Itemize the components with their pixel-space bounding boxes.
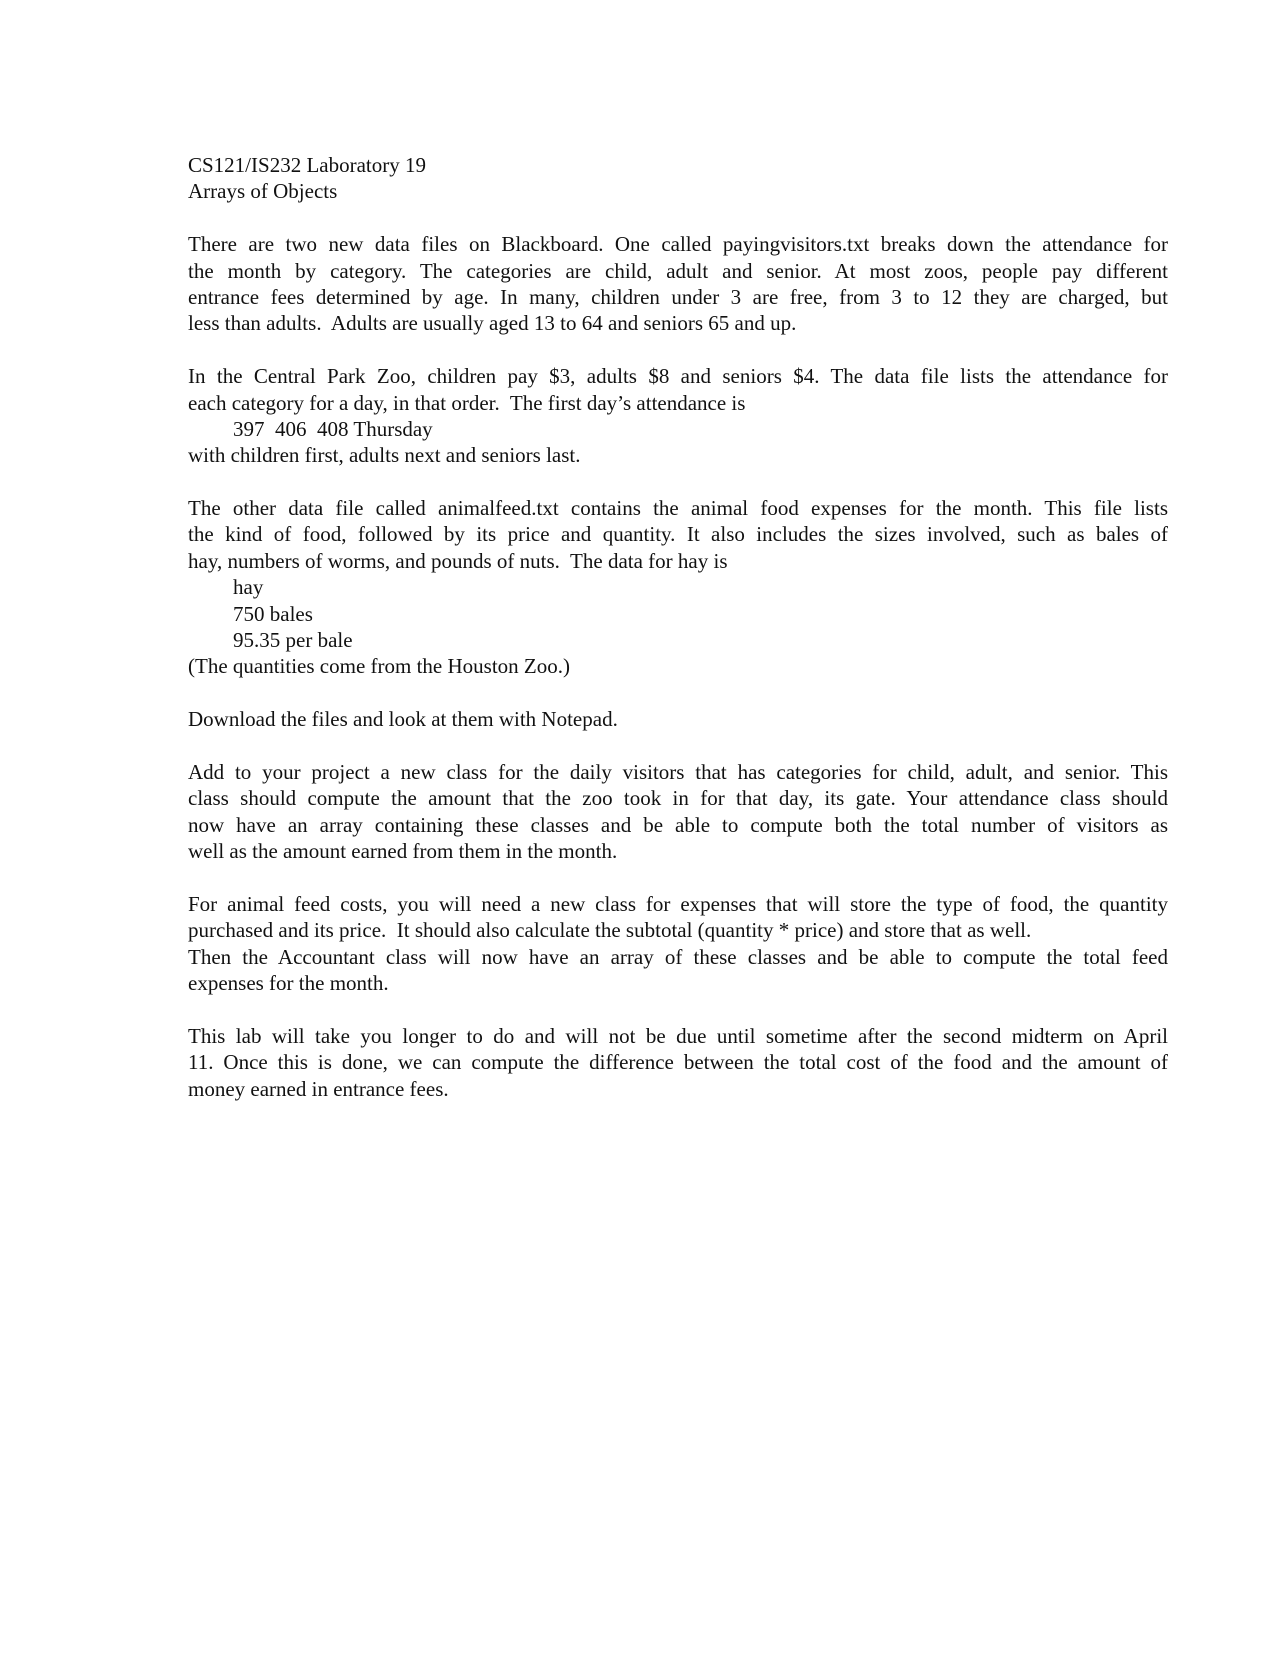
spacer [188, 997, 1168, 1023]
document-page [188, 152, 1168, 1102]
paragraph-line: less than adults. Adults are usually aged 13 to 64 and seniors 65 and up. [188, 311, 797, 336]
paragraph-line: Then the Accountant class will now have an array of these classes and be able to compute the total feed [188, 944, 1168, 969]
paragraph-line: The other data file called animalfeed.txt contains the animal food expenses for the month. This file lists [188, 496, 1168, 521]
spacer [188, 733, 1168, 759]
paragraph-due-date [188, 1023, 1168, 1102]
feed-example-line: 750 bales [233, 601, 313, 626]
feed-example-line: hay [233, 575, 264, 600]
paragraph-data-files [188, 231, 1168, 337]
paragraph-line: with children first, adults next and seniors last. [188, 443, 581, 468]
paragraph-line: In the Central Park Zoo, children pay $3, adults $8 and seniors $4. The data file lists the attendance for [188, 364, 1168, 389]
spacer [188, 205, 1168, 231]
document-title: CS121/IS232 Laboratory 19 [188, 153, 426, 177]
document-subtitle: Arrays of Objects [188, 179, 338, 204]
paragraph-download: Download the files and look at them with Notepad. [188, 707, 618, 732]
paragraph-line: purchased and its price. It should also calculate the subtotal (quantity * price) and store that as well. [188, 918, 1032, 943]
paragraph-line: 11. Once this is done, we can compute the difference between the total cost of the food and the amount of [188, 1050, 1168, 1075]
paragraph-animal-feed [188, 495, 1168, 680]
paragraph-visitors-class [188, 759, 1168, 865]
paragraph-line: the kind of food, followed by its price and quantity. It also includes the sizes involved, such as bales of [188, 522, 1168, 547]
spacer [188, 680, 1168, 706]
paragraph-line: well as the amount earned from them in the month. [188, 839, 618, 864]
paragraph-line: (The quantities come from the Houston Zoo.) [188, 654, 570, 679]
paragraph-line: expenses for the month. [188, 971, 389, 996]
paragraph-line: There are two new data files on Blackboard. One called payingvisitors.txt breaks down the attendance for [188, 232, 1168, 257]
spacer [188, 469, 1168, 495]
paragraph-line: For animal feed costs, you will need a new class for expenses that will store the type of food, the quantity [188, 891, 1168, 916]
paragraph-line: Add to your project a new class for the daily visitors that has categories for child, adult, and senior. This [188, 759, 1168, 784]
paragraph-line: class should compute the amount that the zoo took in for that day, its gate. Your attendance class should [188, 786, 1168, 811]
spacer [188, 337, 1168, 363]
paragraph-central-park [188, 363, 1168, 469]
paragraph-line: money earned in entrance fees. [188, 1076, 449, 1101]
spacer [188, 865, 1168, 891]
paragraph-feed-costs [188, 891, 1168, 997]
paragraph-line: hay, numbers of worms, and pounds of nuts. The data for hay is [188, 548, 728, 573]
paragraph-line: each category for a day, in that order. The first day’s attendance is [188, 390, 746, 415]
attendance-example: 397 406 408 Thursday [233, 416, 433, 441]
paragraph-line: entrance fees determined by age. In many, children under 3 are free, from 3 to 12 they are charged, but [188, 284, 1168, 309]
paragraph-line: This lab will take you longer to do and will not be due until sometime after the second midterm on April [188, 1023, 1168, 1048]
feed-example-line: 95.35 per bale [233, 628, 353, 653]
paragraph-line: the month by category. The categories are child, adult and senior. At most zoos, people pay different [188, 258, 1168, 283]
paragraph-line: now have an array containing these classes and be able to compute both the total number of visitors as [188, 812, 1168, 837]
